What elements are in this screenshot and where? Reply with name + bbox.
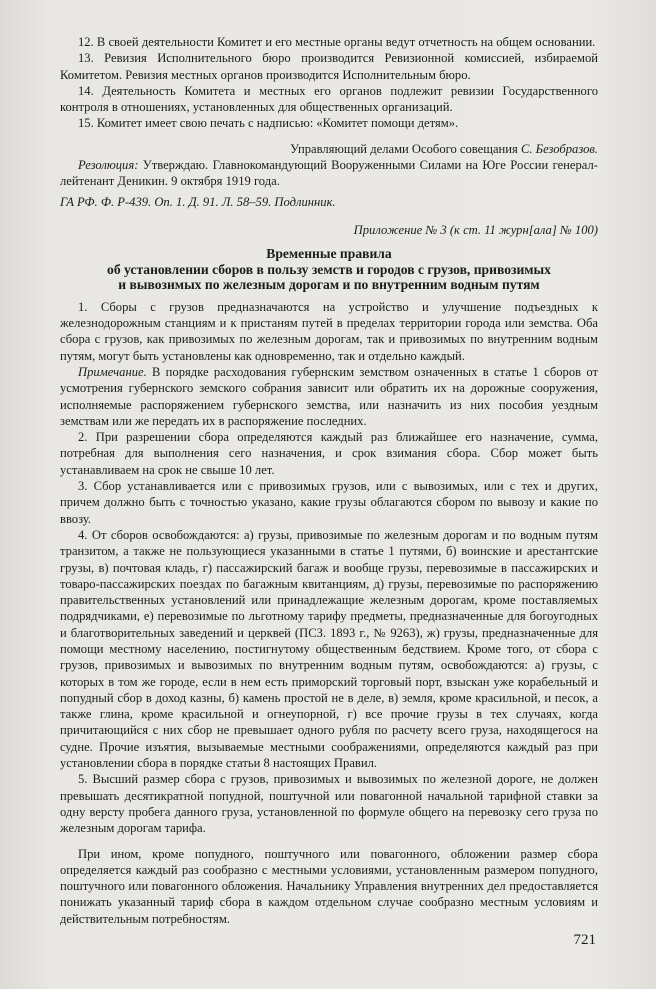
rule-3: 3. Сбор устанавливается или с привозимых грузов, или с вывозимых, или с тех и других, причем должно быть с точностью указано, какие грузы облагаются сбором по вывозу и какие по ввозу.	[60, 479, 598, 526]
paragraph-14: 14. Деятельность Комитета и местных его органов подлежит ревизии Государственного контроля в отношениях, установленных для общественных организаций.	[60, 83, 598, 115]
paragraph-12: 12. В своей деятельности Комитет и его местные органы ведут отчетность на общем основании.	[78, 35, 596, 49]
page-number: 721	[573, 932, 596, 948]
rule-1-note	[60, 364, 598, 429]
resolution-text: Утверждаю. Главнокомандующий Вооруженными Силами на Юге России генерал-лейтенант Деникин. 9 октября 1919 года.	[60, 158, 598, 189]
appendix-label: Приложение № 3 (к ст. 11 журн[ала] № 100)	[353, 222, 598, 237]
resolution	[60, 157, 598, 190]
rule-5: 5. Высший размер сбора с грузов, привозимых и вывозимых по железной дороге, не должен превышать десятикратной попудной, поштучной или повагонной начальной тарифной ставки за одну версту пробега данного груза, установленной по формуле общего на перевозку сего груза по железным дорогам тарифа.	[60, 772, 598, 836]
rule-2: 2. При разрешении сбора определяются каждый раз ближайшее его назначение, сумма, потребная для выполнения сего назначения, и срок взимания сбора. Сбор может быть устанавливаем на срок не свыше 10 лет.	[60, 430, 598, 477]
note-label: Примечание.	[78, 364, 147, 379]
paragraph-15: 15. Комитет имеет свою печать с надписью: «Комитет помощи детям».	[78, 116, 459, 131]
rule-5-continuation: При ином, кроме попудного, поштучного или повагонного, обложении размер сбора определяется каждый раз сообразно с местными условиями, установленным размером попудного, поштучного или повагонного обложения. Начальнику Управления внутренних дел предоставляется понижать указанный тариф сбора в каждом отдельном случае сообразно местным условиям и действительным потребностям.	[60, 846, 598, 926]
rules-heading-line-2: об установлении сборов в пользу земств и городов с грузов, привозимых	[107, 261, 551, 277]
rules-heading	[60, 246, 598, 293]
note-text: В порядке расходования губернским земством означенных в статье 1 сборов от усмотрения губернского земского собрания зависит или обратить их на дорожные сооружения, исполняемые распоряжением губернского земства, или назначить из них пособия уездным земствам или же передать их в распоряжение последних.	[60, 364, 598, 428]
rules-heading-line-3: и вывозимых по железным дорогам и по внутренним водным путям	[118, 277, 540, 293]
signature-name: С. Безобразов.	[520, 141, 598, 156]
signature-role: Управляющий делами Особого совещания	[290, 141, 518, 156]
rule-1: 1. Сборы с грузов предназначаются на устройство и улучшение подъездных к железнодорожным станциям и к пристаням путей в пределах территории города или земства. Оба сбора с грузов, как привозимых по железным дорогам, так и привозимых по внутренним водным путям, могут быть установлены как одновременно, так и отдельно каждый.	[60, 299, 598, 363]
resolution-label: Резолюция:	[78, 158, 139, 173]
page-content	[60, 34, 598, 927]
signature-line	[60, 141, 598, 157]
rules-heading-line-1: Временные правила	[266, 246, 392, 262]
paragraph-13: 13. Ревизия Исполнительного бюро производится Ревизионной комиссией, избираемой Комитетом. Ревизия местных органов производится Исполнительным бюро.	[60, 51, 598, 82]
rule-4: 4. От сборов освобождаются: а) грузы, привозимые по железным дорогам и по водным путям транзитом, а также не пользующиеся указанными в статье 1 путями, б) воинские и арестантские грузы, в) почтовая кладь, г) пассажирский багаж и вообще грузы, перевозимые в пассажирских и товаро-пассажирских поездах по багажным квитанциям, д) грузы, перевозимые по распоряжению правительственных установлений или принадлежащие железным дорогам, кроме поставляемых подрядчиками, е) перевозимые по льготному тарифу предметы, предназначенные для богоугодных и благотворительных заведений и церквей (ПСЗ. 1893 г., № 9263), ж) грузы, предназначенные для помощи местному населению, постигнутому общественным бедствием. Кроме того, от сбора с грузов, привозимых и вывозимых по внутренним водным путям, освобождаются: а) грузы, с которых в том же городе, если в нем есть приморский торговый порт, взыскан уже корабельный и попудный сбор в доход казны, б) камень простой не в деле, в) земля, кроме красильной, и песок, а также глина, кроме красильной и огнеупорной, г) все прочие грузы в тех случаях, когда причитающийся с них сбор не превышает одного рубля по расчету всего груза, находящегося на судне. Прочие изъятия, вызываемые местными соображениями, определяются каждый раз при установлении сбора в порядке статьи 8 настоящих Правил.	[60, 527, 598, 771]
archive-source: ГА РФ. Ф. Р-439. Оп. 1. Д. 91. Л. 58–59. Подлинник.	[60, 194, 336, 209]
